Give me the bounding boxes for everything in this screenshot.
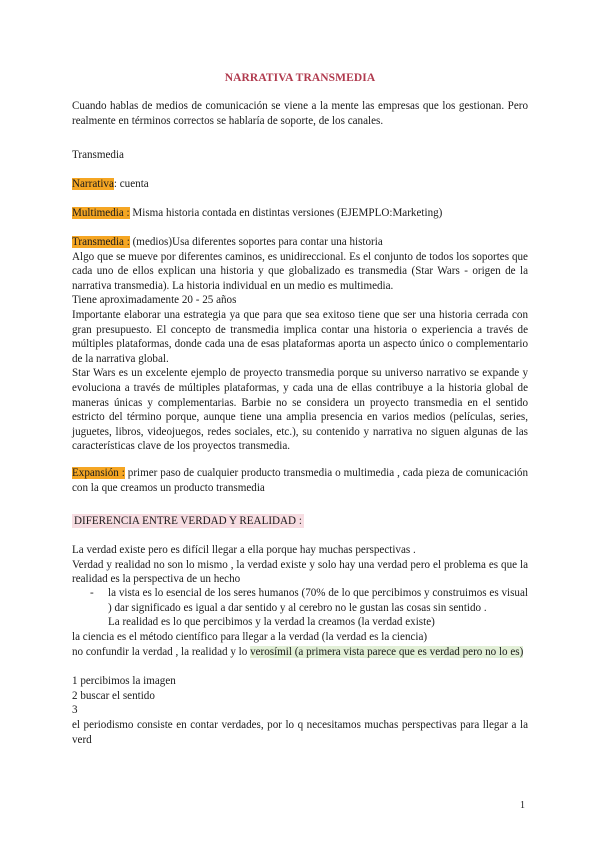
- expansion-term: Expansión :: [72, 467, 125, 479]
- verdad-line-2: Verdad y realidad no son lo mismo , la verdad existe y solo hay una verdad pero el problema es que la realidad es la perspectiva de un hecho: [72, 558, 528, 586]
- transmedia-term: Transmedia :: [72, 236, 130, 248]
- transmedia-paragraph-1: Algo que se mueve por diferentes caminos, es unidireccional. Es el conjunto de todos los soportes que cada uno de ellos explican una historia y que globalizado es transmedia (Star Wars - origen de la narrativa transmedia). La historia individual en un medio es multimedia.: [72, 250, 528, 292]
- transmedia-paragraph-2: Tiene aproximadamente 20 - 25 años: [72, 294, 237, 307]
- verosimil-highlight: verosímil (a primera vista parece que es verdad pero no lo es): [250, 645, 524, 658]
- percepcion-list: [72, 674, 528, 718]
- narrativa-line: [72, 177, 528, 192]
- periodismo-paragraph: el periodismo consiste en contar verdades, por lo q necesitamos muchas perspectivas para llegar a la verd: [72, 719, 528, 746]
- multimedia-line: [72, 206, 528, 221]
- expansion-def: primer paso de cualquier producto transmedia o multimedia , cada pieza de comunicación con la que creamos un producto transmedia: [72, 467, 528, 494]
- expansion-line: [72, 466, 528, 495]
- list-item-3: 3: [72, 704, 78, 717]
- transmedia-line: [72, 235, 528, 250]
- multimedia-def: Misma historia contada en distintas versiones (EJEMPLO:Marketing): [129, 207, 443, 219]
- intro-paragraph: Cuando hablas de medios de comunicación se viene a la mente las empresas que los gestionan. Pero realmente en términos correctos se hablaría de soporte, de los canales.: [72, 100, 528, 127]
- transmedia-paragraph-3: Importante elaborar una estrategia ya que para que sea exitoso tiene que ser una historia cerrada con gran presupuesto. El concepto de transmedia implica contar una historia o experiencia a través de múltiples plataformas, donde cada una de esas plataformas aporta un aspecto único o complementario de la narrativa global.: [72, 308, 528, 365]
- bullet-1-text: la vista es lo esencial de los seres humanos (70% de lo que percibimos y construimos es visual ) dar significado es igual a dar sentido y al cerebro no le gustan las cosas sin sentido .: [108, 587, 528, 614]
- verdad-line-4a: no confundir la verdad , la realidad y lo: [72, 645, 251, 658]
- verdad-closing: [72, 630, 528, 659]
- verdad-line-1: La verdad existe pero es difícil llegar a ella porque hay muchas perspectivas .: [72, 544, 416, 556]
- verdad-line-4: [72, 645, 528, 660]
- list-item-2: 2 buscar el sentido: [72, 689, 155, 702]
- transmedia-def: (medios)Usa diferentes soportes para contar una historia: [129, 236, 383, 248]
- verdad-line-3: la ciencia es el método científico para llegar a la verdad (la verdad es la ciencia): [72, 631, 428, 643]
- bullet-dash: -: [90, 587, 94, 599]
- list-item-1: 1 percibimos la imagen: [72, 675, 176, 687]
- document-title: NARRATIVA TRANSMEDIA: [224, 72, 376, 84]
- narrativa-term: Narrativa: [72, 178, 114, 190]
- transmedia-paragraph-4: Star Wars es un excelente ejemplo de proyecto transmedia porque su universo narrativo se expande y evoluciona a través de múltiples plataformas, y cada una de ellas contribuye a la historia global de maneras únicas y complementarias. Barbie no se considera un proyecto transmedia en el sentido estricto del término porque, aunque tiene una amplia presencia en varios medios (películas, series, juguetes, libros, videojuegos, redes sociales, etc.), su contenido y narrativa no siguen algunas de las características clave de los proyectos transmedia.: [72, 367, 528, 453]
- transmedia-section: [72, 235, 528, 454]
- diferencia-heading-line: [72, 514, 528, 529]
- narrativa-def: : cuenta: [113, 178, 149, 190]
- verdad-section: [72, 543, 528, 587]
- transmedia-label: Transmedia: [72, 149, 124, 161]
- page-number: 1: [520, 800, 525, 811]
- multimedia-term: Multimedia :: [72, 207, 130, 219]
- diferencia-heading: DIFERENCIA ENTRE VERDAD Y REALIDAD :: [74, 515, 302, 527]
- bullet-2-text: La realidad es lo que percibimos y la verdad la creamos (la verdad existe): [108, 616, 435, 628]
